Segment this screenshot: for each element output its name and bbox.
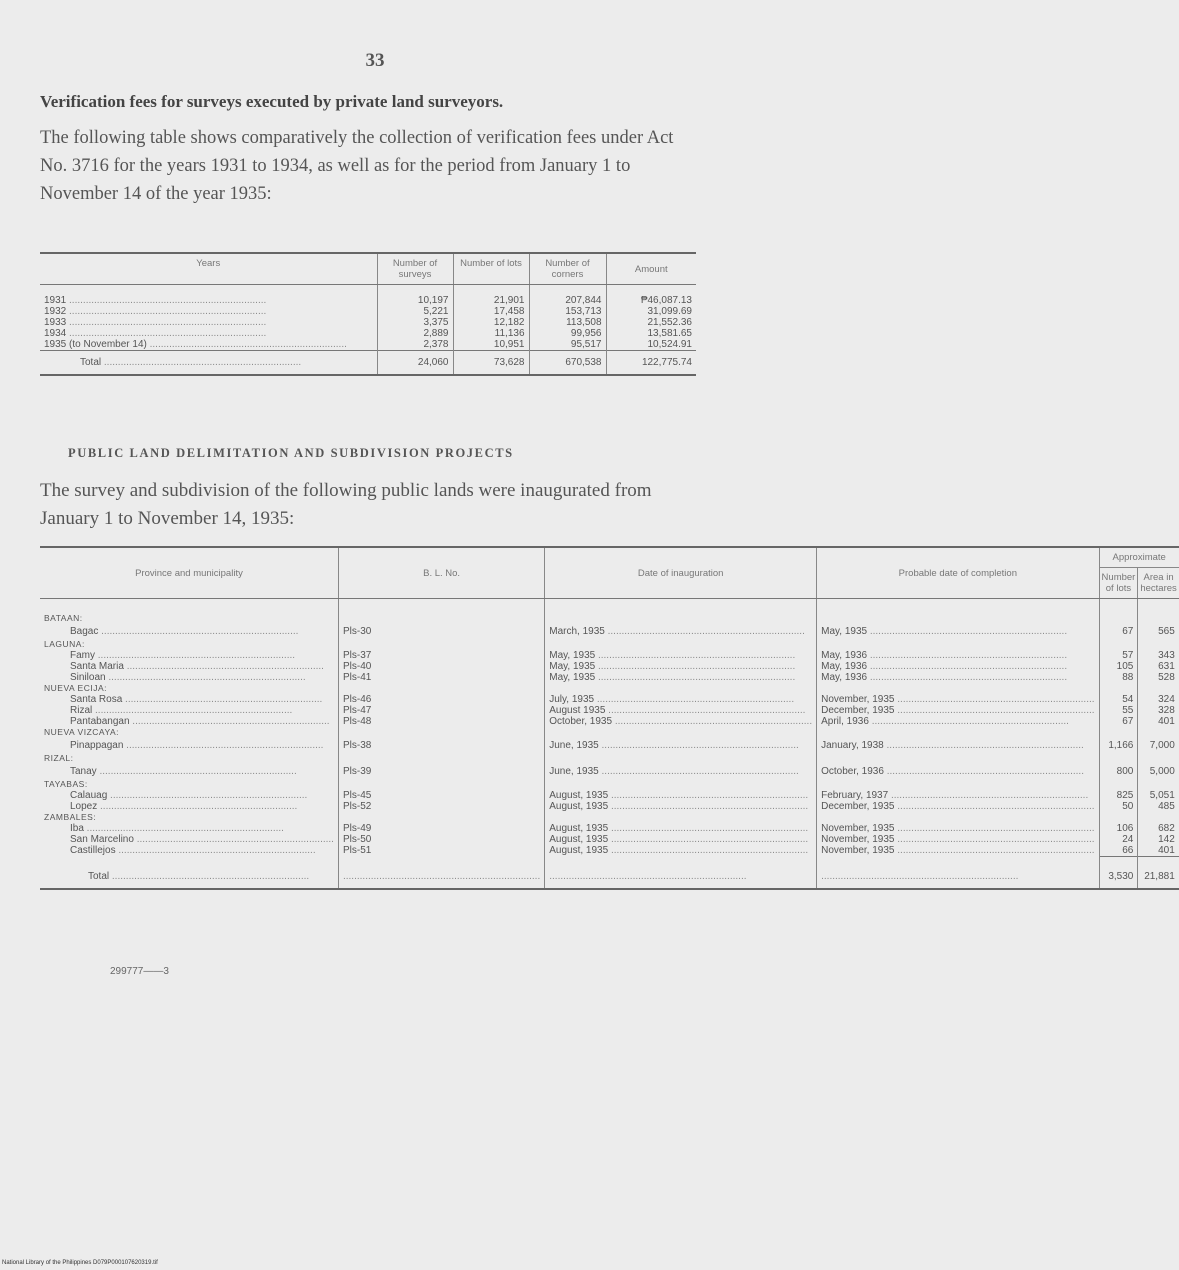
empty-cell	[545, 683, 817, 694]
completion-date: May, 1936 .....	[821, 661, 1067, 672]
municipality-row	[40, 624, 1179, 639]
lots-cell: 55	[1099, 705, 1138, 716]
municipality-row	[40, 650, 1179, 661]
completion-date: November, 1935 .....	[821, 694, 1094, 705]
municipality-row	[40, 661, 1179, 672]
lots-cell: 106	[1099, 823, 1138, 834]
area-cell: 682	[1138, 823, 1179, 834]
municipality-name: Tanay .....	[70, 766, 297, 777]
survey-paragraph: The survey and subdivision of the following public lands were inaugurated from January 1 to November 14, 1935:	[40, 480, 652, 529]
lots-cell: 66	[1099, 845, 1138, 857]
bl-number: Pls-39	[338, 764, 544, 779]
province-name: BATAAN:	[44, 613, 83, 623]
bl-number: Pls-51	[338, 845, 544, 857]
completion-date: January, 1938 .....	[821, 740, 1084, 751]
empty-cell	[817, 857, 1099, 890]
municipality-cell	[40, 672, 338, 683]
lots-cell: 12,182	[453, 317, 529, 328]
inauguration-date: June, 1935 .....	[549, 766, 799, 777]
table-row	[40, 317, 696, 328]
empty-cell	[338, 639, 544, 650]
inauguration-date: May, 1935 .....	[549, 650, 795, 661]
inauguration-cell	[545, 801, 817, 812]
lots-cell: 67	[1099, 716, 1138, 727]
table-row	[40, 328, 696, 339]
inauguration-cell	[545, 823, 817, 834]
lots-cell: 54	[1099, 694, 1138, 705]
col-amount: Amount	[606, 253, 696, 285]
inauguration-cell	[545, 661, 817, 672]
completion-cell	[817, 823, 1099, 834]
completion-cell	[817, 801, 1099, 812]
municipality-row	[40, 672, 1179, 683]
col-completion: Probable date of completion	[817, 547, 1099, 599]
bl-number: Pls-41	[338, 672, 544, 683]
empty-cell	[817, 683, 1099, 694]
inauguration-cell	[545, 672, 817, 683]
municipality-name: Pantabangan .....	[70, 716, 330, 727]
municipality-cell	[40, 624, 338, 639]
municipality-cell	[40, 705, 338, 716]
municipality-name: Santa Rosa .....	[70, 694, 322, 705]
empty-cell	[545, 639, 817, 650]
empty-cell	[1099, 639, 1138, 650]
corners-cell: 207,844	[529, 285, 606, 307]
area-cell: 7,000	[1138, 738, 1179, 753]
verification-fees-table	[40, 252, 696, 376]
leader-dots	[343, 871, 540, 882]
public-land-section-heading: PUBLIC LAND DELIMITATION AND SUBDIVISION PROJECTS	[68, 446, 514, 460]
inauguration-cell	[545, 790, 817, 801]
completion-date: December, 1935 .....	[821, 705, 1094, 716]
area-cell: 528	[1138, 672, 1179, 683]
total-surveys: 24,060	[377, 351, 453, 376]
leader-dots	[549, 871, 746, 882]
bl-number: Pls-45	[338, 790, 544, 801]
inauguration-cell	[545, 845, 817, 857]
empty-cell	[1099, 599, 1138, 625]
empty-cell	[1099, 683, 1138, 694]
municipality-cell	[40, 801, 338, 812]
completion-cell	[817, 716, 1099, 727]
inauguration-date: July, 1935 .....	[549, 694, 794, 705]
province-row	[40, 812, 1179, 823]
municipality-row	[40, 705, 1179, 716]
area-cell: 485	[1138, 801, 1179, 812]
total-label-cell	[40, 351, 377, 376]
empty-cell	[817, 779, 1099, 790]
province-name: ZAMBALES:	[44, 812, 97, 822]
surveys-cell: 2,889	[377, 328, 453, 339]
lots-cell: 105	[1099, 661, 1138, 672]
empty-cell	[338, 599, 544, 625]
corners-cell: 95,517	[529, 339, 606, 351]
surveys-cell: 5,221	[377, 306, 453, 317]
empty-cell	[817, 599, 1099, 625]
lots-cell: 67	[1099, 624, 1138, 639]
lots-cell: 800	[1099, 764, 1138, 779]
empty-cell	[817, 727, 1099, 738]
table-row	[40, 339, 696, 351]
amount-cell: 31,099.69	[606, 306, 696, 317]
completion-date: October, 1936 .....	[821, 766, 1084, 777]
completion-date: February, 1937 .....	[821, 790, 1088, 801]
area-cell: 5,000	[1138, 764, 1179, 779]
municipality-name: Siniloan .....	[70, 672, 306, 683]
col-bl-no: B. L. No.	[338, 547, 544, 599]
total-area: 21,881	[1138, 857, 1179, 890]
municipality-name: San Marcelino .....	[70, 834, 334, 845]
municipality-row	[40, 716, 1179, 727]
total-lots: 3,530	[1099, 857, 1138, 890]
empty-cell	[1099, 812, 1138, 823]
year-cell	[40, 328, 377, 339]
municipality-cell	[40, 694, 338, 705]
empty-cell	[338, 857, 544, 890]
municipality-cell	[40, 834, 338, 845]
lots-cell: 57	[1099, 650, 1138, 661]
province-name: RIZAL:	[44, 753, 74, 763]
inauguration-cell	[545, 764, 817, 779]
municipality-cell	[40, 823, 338, 834]
col-approximate: Approximate	[1099, 547, 1179, 568]
empty-cell	[1138, 812, 1179, 823]
corners-cell: 113,508	[529, 317, 606, 328]
corners-cell: 153,713	[529, 306, 606, 317]
province-name: TAYABAS:	[44, 779, 88, 789]
completion-date: November, 1935 .....	[821, 834, 1094, 845]
municipality-name: Famy .....	[70, 650, 295, 661]
bl-number: Pls-30	[338, 624, 544, 639]
lots-cell: 21,901	[453, 285, 529, 307]
municipality-name: Bagac .....	[70, 626, 298, 637]
year-label: 1935 (to November 14) .....	[44, 339, 347, 350]
area-cell: 401	[1138, 845, 1179, 857]
municipality-cell	[40, 790, 338, 801]
inauguration-date: August, 1935 .....	[549, 790, 808, 801]
completion-cell	[817, 764, 1099, 779]
amount-cell: 10,524.91	[606, 339, 696, 351]
province-row	[40, 753, 1179, 764]
total-row	[40, 351, 696, 376]
area-cell: 343	[1138, 650, 1179, 661]
province-row	[40, 639, 1179, 650]
area-cell: 565	[1138, 624, 1179, 639]
inauguration-cell	[545, 834, 817, 845]
empty-cell	[545, 599, 817, 625]
total-corners: 670,538	[529, 351, 606, 376]
col-province: Province and municipality	[40, 547, 338, 599]
province-row	[40, 727, 1179, 738]
bl-number: Pls-37	[338, 650, 544, 661]
municipality-cell	[40, 738, 338, 753]
inauguration-date: June, 1935 .....	[549, 740, 799, 751]
municipality-name: Rizal .....	[70, 705, 292, 716]
lots-cell: 825	[1099, 790, 1138, 801]
inauguration-cell	[545, 716, 817, 727]
corners-cell: 99,956	[529, 328, 606, 339]
total-label: Total .....	[88, 871, 309, 882]
empty-cell	[338, 812, 544, 823]
empty-cell	[545, 857, 817, 890]
year-cell	[40, 339, 377, 351]
empty-cell	[338, 753, 544, 764]
municipality-row	[40, 834, 1179, 845]
completion-cell	[817, 845, 1099, 857]
scan-credit: National Library of the Philippines D079P000107620319.tif	[2, 1260, 158, 1266]
area-cell: 5,051	[1138, 790, 1179, 801]
completion-date: November, 1935 .....	[821, 845, 1094, 856]
amount-cell: 13,581.65	[606, 328, 696, 339]
total-row	[40, 857, 1179, 890]
col-years: Years	[40, 253, 377, 285]
inauguration-date: August, 1935 .....	[549, 834, 808, 845]
province-row	[40, 683, 1179, 694]
municipality-name: Lopez .....	[70, 801, 297, 812]
empty-cell	[545, 727, 817, 738]
bl-number: Pls-50	[338, 834, 544, 845]
empty-cell	[338, 727, 544, 738]
area-cell: 401	[1138, 716, 1179, 727]
inauguration-date: March, 1935 .....	[549, 626, 805, 637]
inauguration-date: August 1935 .....	[549, 705, 805, 716]
completion-cell	[817, 624, 1099, 639]
province-name: NUEVA VIZCAYA:	[44, 727, 120, 737]
bl-number: Pls-46	[338, 694, 544, 705]
year-label: 1932 .....	[44, 306, 266, 317]
empty-cell	[1099, 779, 1138, 790]
municipality-name: Iba .....	[70, 823, 284, 834]
year-cell	[40, 317, 377, 328]
completion-date: April, 1936 .....	[821, 716, 1069, 727]
amount-cell: ₱46,087.13	[606, 285, 696, 307]
bl-number: Pls-49	[338, 823, 544, 834]
inauguration-cell	[545, 650, 817, 661]
municipality-row	[40, 823, 1179, 834]
inauguration-date: October, 1935 .....	[549, 716, 812, 727]
year-cell	[40, 285, 377, 307]
col-lots: Number of lots	[453, 253, 529, 285]
municipality-row	[40, 790, 1179, 801]
lots-cell: 17,458	[453, 306, 529, 317]
empty-cell	[1138, 727, 1179, 738]
total-label-cell	[40, 857, 338, 890]
inauguration-date: May, 1935 .....	[549, 672, 795, 683]
municipality-row	[40, 801, 1179, 812]
table-row	[40, 306, 696, 317]
bl-number: Pls-38	[338, 738, 544, 753]
year-cell	[40, 306, 377, 317]
surveys-cell: 2,378	[377, 339, 453, 351]
completion-cell	[817, 694, 1099, 705]
bl-number: Pls-40	[338, 661, 544, 672]
surveys-cell: 3,375	[377, 317, 453, 328]
year-label: 1934 .....	[44, 328, 266, 339]
lots-cell: 88	[1099, 672, 1138, 683]
completion-date: May, 1936 .....	[821, 650, 1067, 661]
lots-cell: 24	[1099, 834, 1138, 845]
col-area-hectares: Area in hectares	[1138, 568, 1179, 599]
completion-date: May, 1935 .....	[821, 626, 1067, 637]
province-row	[40, 599, 1179, 625]
completion-cell	[817, 738, 1099, 753]
inauguration-date: May, 1935 .....	[549, 661, 795, 672]
inauguration-cell	[545, 738, 817, 753]
municipality-row	[40, 764, 1179, 779]
surveys-cell: 10,197	[377, 285, 453, 307]
print-code: 299777——3	[110, 966, 169, 977]
empty-cell	[338, 683, 544, 694]
completion-cell	[817, 650, 1099, 661]
inauguration-cell	[545, 624, 817, 639]
inauguration-cell	[545, 705, 817, 716]
empty-cell	[545, 753, 817, 764]
section-heading-verification-fees: Verification fees for surveys executed by private land surveyors.	[40, 92, 504, 111]
municipality-name: Calauag .....	[70, 790, 307, 801]
intro-paragraph: The following table shows comparatively the collection of verification fees under Act No. 3716 for the years 1931 to 1934, as well as for the period from January 1 to November 14 of the year 1935:	[40, 128, 674, 204]
province-name: LAGUNA:	[44, 639, 85, 649]
empty-cell	[817, 639, 1099, 650]
empty-cell	[1099, 727, 1138, 738]
lots-cell: 50	[1099, 801, 1138, 812]
empty-cell	[545, 812, 817, 823]
area-cell: 631	[1138, 661, 1179, 672]
municipality-name: Pinappagan .....	[70, 740, 323, 751]
municipality-cell	[40, 650, 338, 661]
public-land-projects-table	[40, 546, 1179, 890]
completion-cell	[817, 661, 1099, 672]
completion-cell	[817, 790, 1099, 801]
empty-cell	[1138, 599, 1179, 625]
empty-cell	[1138, 753, 1179, 764]
completion-cell	[817, 672, 1099, 683]
municipality-row	[40, 738, 1179, 753]
municipality-row	[40, 845, 1179, 857]
empty-cell	[1138, 779, 1179, 790]
page-number: 33	[365, 50, 385, 71]
province-row	[40, 779, 1179, 790]
municipality-row	[40, 694, 1179, 705]
inauguration-date: August, 1935 .....	[549, 823, 808, 834]
col-surveys: Number of surveys	[377, 253, 453, 285]
table-row	[40, 285, 696, 307]
inauguration-date: August, 1935 .....	[549, 845, 808, 856]
area-cell: 324	[1138, 694, 1179, 705]
completion-date: May, 1936 .....	[821, 672, 1067, 683]
completion-date: December, 1935 .....	[821, 801, 1094, 812]
bl-number: Pls-47	[338, 705, 544, 716]
empty-cell	[1138, 683, 1179, 694]
inauguration-date: August, 1935 .....	[549, 801, 808, 812]
completion-cell	[817, 705, 1099, 716]
amount-cell: 21,552.36	[606, 317, 696, 328]
municipality-name: Santa Maria .....	[70, 661, 324, 672]
total-amount: 122,775.74	[606, 351, 696, 376]
empty-cell	[1138, 639, 1179, 650]
lots-cell: 11,136	[453, 328, 529, 339]
area-cell: 142	[1138, 834, 1179, 845]
empty-cell	[545, 779, 817, 790]
province-name: NUEVA ECIJA:	[44, 683, 107, 693]
area-cell: 328	[1138, 705, 1179, 716]
col-inauguration: Date of inauguration	[545, 547, 817, 599]
year-label: 1931 .....	[44, 295, 266, 306]
bl-number: Pls-48	[338, 716, 544, 727]
empty-cell	[817, 753, 1099, 764]
municipality-name: Castillejos .....	[70, 845, 316, 856]
lots-cell: 1,166	[1099, 738, 1138, 753]
col-corners: Number of corners	[529, 253, 606, 285]
municipality-cell	[40, 661, 338, 672]
empty-cell	[1099, 753, 1138, 764]
municipality-cell	[40, 716, 338, 727]
empty-cell	[817, 812, 1099, 823]
completion-cell	[817, 834, 1099, 845]
total-lots: 73,628	[453, 351, 529, 376]
col-number-of-lots: Number of lots	[1099, 568, 1138, 599]
lots-cell: 10,951	[453, 339, 529, 351]
empty-cell	[338, 779, 544, 790]
municipality-cell	[40, 764, 338, 779]
year-label: 1933 .....	[44, 317, 266, 328]
total-label: Total .....	[80, 357, 301, 368]
municipality-cell	[40, 845, 338, 857]
inauguration-cell	[545, 694, 817, 705]
leader-dots	[821, 871, 1018, 882]
completion-date: November, 1935 .....	[821, 823, 1094, 834]
bl-number: Pls-52	[338, 801, 544, 812]
